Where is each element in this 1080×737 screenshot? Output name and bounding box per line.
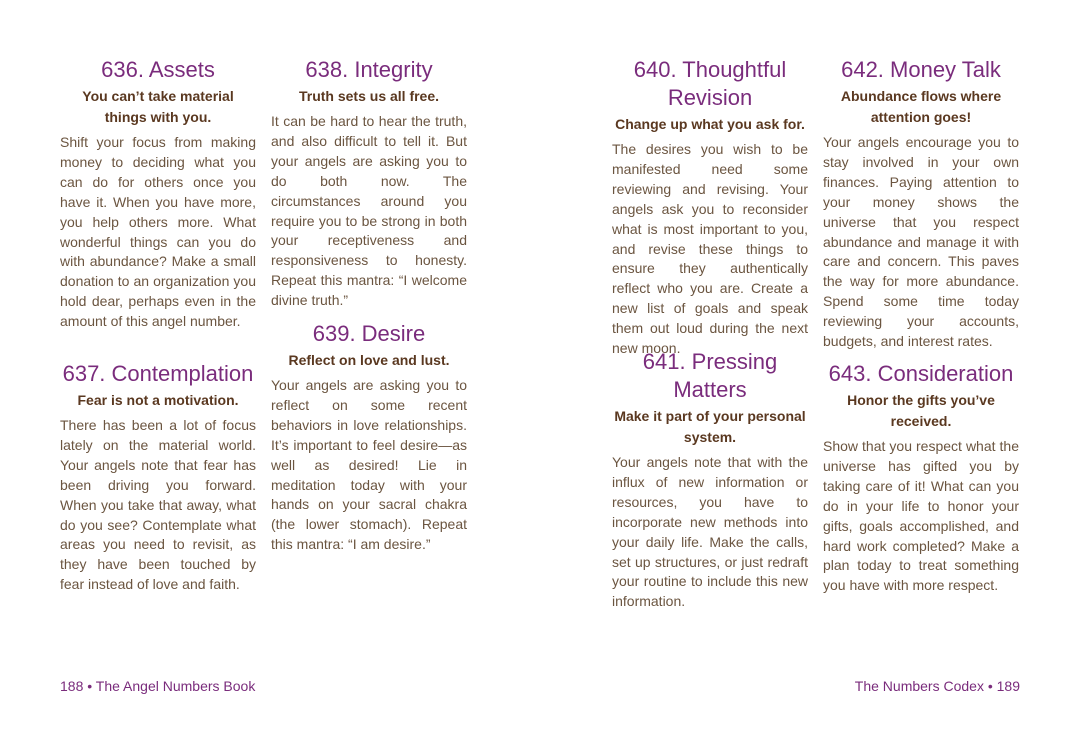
entry-640 xyxy=(612,56,808,359)
entry-subtitle: Make it part of your personal system. xyxy=(614,408,806,445)
entry-643 xyxy=(823,360,1019,596)
entry-642 xyxy=(823,56,1019,352)
entry-title: 639. Desire xyxy=(312,321,426,346)
entry-subtitle: Abundance flows where attention goes! xyxy=(840,88,1002,125)
entry-title: 636. Assets xyxy=(101,57,215,82)
entry-639 xyxy=(271,320,467,555)
entry-body: Your angels note that with the influx of new information or resources, you have to incorporate new methods into your daily life. Make the calls, set up structures, or just redraft your routine to include this new information. xyxy=(612,454,808,610)
entry-title: 643. Consideration xyxy=(828,361,1014,386)
entry-subtitle: Fear is not a motivation. xyxy=(77,392,239,408)
entry-body: Shift your focus from making money to deciding what you can do for others once you have it. When you have more, you help others more. What wonderful things can you do with abundance? Make a small donation to an organization you hold dear, perhaps even in the amount of this angel number. xyxy=(60,134,256,330)
entry-body: Show that you respect what the universe has gifted you by taking care of it! What can you do in your life to honor your gifts, goals accomplished, and hard work completed? Make a plan today to treat something you have with more respect. xyxy=(823,438,1019,594)
entry-title: 642. Money Talk xyxy=(841,57,1001,82)
entry-636 xyxy=(60,56,256,332)
entry-title: 638. Integrity xyxy=(305,57,433,82)
entry-body: There has been a lot of focus lately on the material world. Your angels note that fear has been driving you forward. When you take that away, what do you see? Contemplate what areas you need to revisit, as they have been touched by fear instead of love and faith. xyxy=(60,417,256,593)
footer-left-page-number: 188 • The Angel Numbers Book xyxy=(60,678,256,694)
entry-637 xyxy=(60,360,256,595)
entry-subtitle: Change up what you ask for. xyxy=(615,116,805,132)
entry-641 xyxy=(612,348,808,612)
entry-subtitle: Honor the gifts you’ve received. xyxy=(847,392,995,429)
entry-body: Your angels are asking you to reflect on some recent behaviors in love relationships. It’s important to feel desire—as well as desired! Lie in meditation today with your hands on your sacral chakra (the lower stomach). Repeat this mantra: “I am desire.” xyxy=(271,377,467,553)
footer-right-page-number: The Numbers Codex • 189 xyxy=(854,678,1020,694)
entry-subtitle: Truth sets us all free. xyxy=(298,88,440,104)
entry-body: The desires you wish to be manifested need some reviewing and revising. Your angels ask you to reconsider what is most important to you, and revise these things to ensure they authentically reflect who you are. Create a new list of goals and speak them out loud during the next new moon. xyxy=(612,141,808,357)
entry-638 xyxy=(271,56,467,311)
entry-body: Your angels encourage you to stay involved in your own finances. Paying attention to your money shows the universe that you respect abundance and manage it with care and concern. This paves the way for more abundance. Spend some time today reviewing your accounts, budgets, and interest rates. xyxy=(823,134,1019,350)
entry-subtitle: You can’t take material things with you. xyxy=(82,88,234,125)
entry-body: It can be hard to hear the truth, and also difficult to tell it. But your angels are asking you to do both now. The circumstances around you require you to be strong in both your receptiveness and responsiveness to honesty. Repeat this mantra: “I welcome divine truth.” xyxy=(271,113,467,309)
entry-subtitle: Reflect on love and lust. xyxy=(288,352,450,368)
entry-title: 637. Contemplation xyxy=(62,361,254,386)
entry-title: 641. Pressing Matters xyxy=(642,349,778,402)
entry-title: 640. Thoughtful Revision xyxy=(633,57,787,110)
